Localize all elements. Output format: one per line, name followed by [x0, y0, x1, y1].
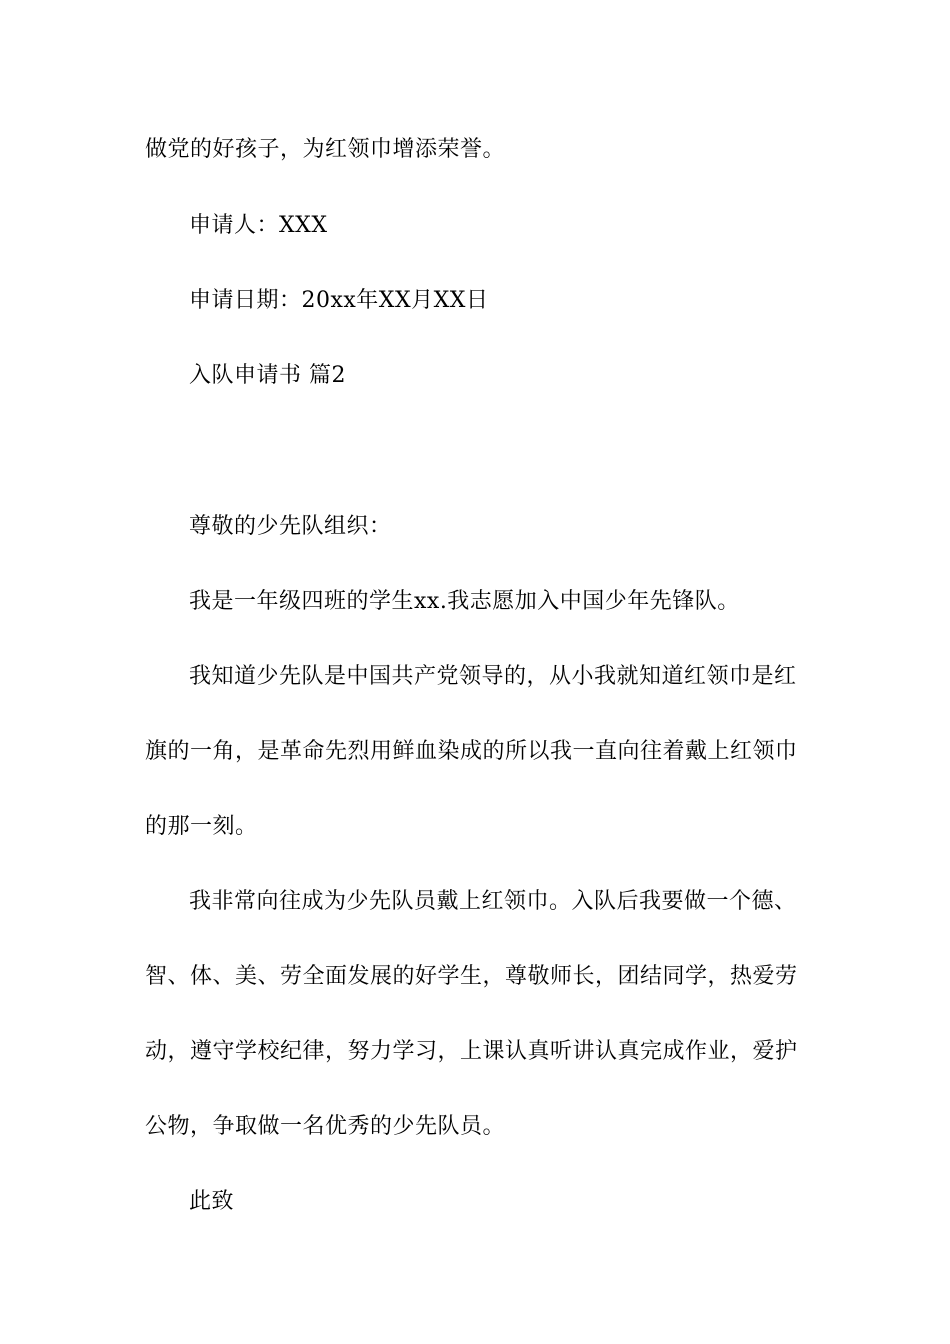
paragraph-line: 我非常向往成为少先队员戴上红领巾。入队后我要做一个德、 [189, 889, 797, 914]
paragraph-line: 我是一年级四班的学生xx.我志愿加入中国少年先锋队。 [189, 589, 740, 614]
paragraph-line: 的那一刻。 [145, 814, 258, 839]
paragraph-line: 智、体、美、劳全面发展的好学生，尊敬师长，团结同学，热爱劳 [145, 964, 798, 989]
paragraph-line: 我知道少先队是中国共产党领导的，从小我就知道红领巾是红 [189, 664, 797, 689]
paragraph-line: 做党的好孩子，为红领巾增添荣誉。 [145, 137, 506, 162]
salutation-line: 尊敬的少先队组织： [189, 514, 392, 539]
application-date-line: 申请日期：20xx年XX月XX日 [189, 288, 489, 313]
section-heading: 入队申请书 篇2 [189, 363, 346, 388]
paragraph-line: 公物，争取做一名优秀的少先队员。 [145, 1114, 506, 1139]
paragraph-line: 旗的一角，是革命先烈用鲜血染成的所以我一直向往着戴上红领巾 [145, 739, 798, 764]
closing-line: 此致 [189, 1189, 235, 1214]
applicant-line: 申请人：XXX [189, 213, 328, 238]
paragraph-line: 动，遵守学校纪律，努力学习，上课认真听讲认真完成作业，爱护 [145, 1039, 798, 1064]
